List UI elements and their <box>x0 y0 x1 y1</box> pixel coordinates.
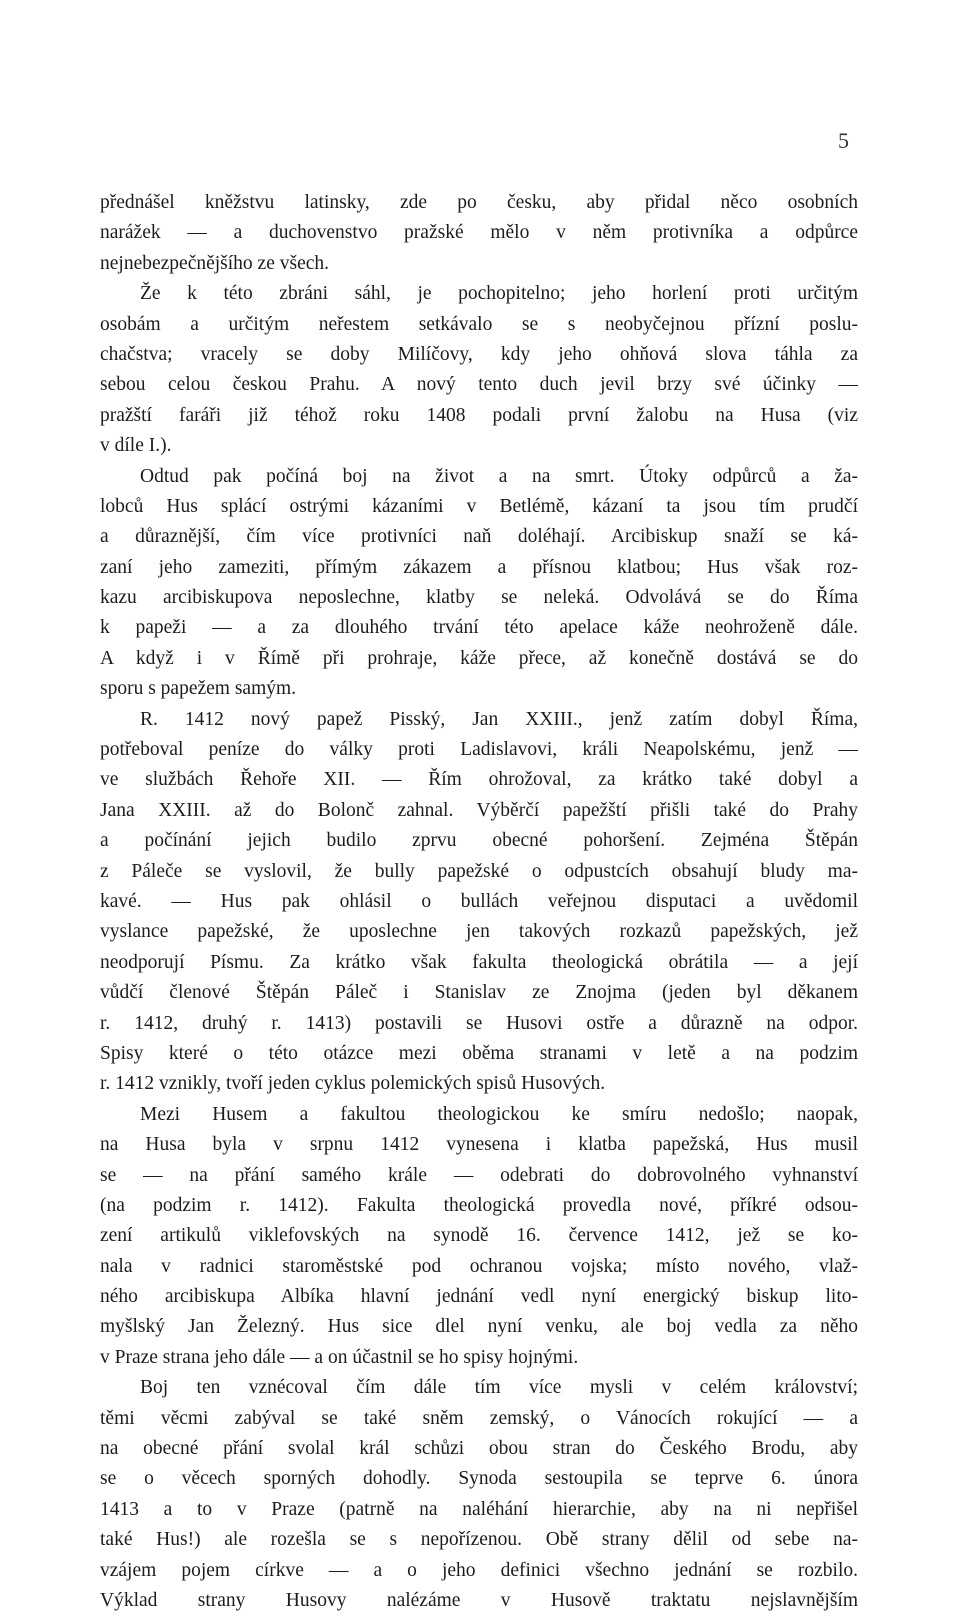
text-line: a počínání jejich budilo zprvu obecné pohoršení. Zejména Štěpán <box>100 830 858 852</box>
text-line: k papeži — a za dlouhého trvání této apelace káže neohroženě dále. <box>100 617 858 639</box>
text-line: ve službách Řehoře XII. — Řím ohrožoval, za krátko také dobyl a <box>100 769 858 791</box>
text-line: v Praze strana jeho dále — a on účastnil se ho spisy hojnými. <box>100 1346 579 1368</box>
text-line: na Husa byla v srpnu 1412 vynesena i klatba papežská, Hus musil <box>100 1134 858 1156</box>
text-line: zení artikulů viklefovských na synodě 16. července 1412, jež se ko- <box>100 1225 858 1247</box>
paragraph-start-line: R. 1412 nový papež Pisský, Jan XXIII., jenž zatím dobyl Říma, <box>140 708 858 730</box>
text-line: chačstva; vracely se doby Milíčovy, kdy jeho ohňová slova táhla za <box>100 343 858 365</box>
text-line: osobám a určitým neřestem setkávalo se s neobyčejnou přízní poslu- <box>100 313 858 335</box>
text-line: nala v radnici staroměstské pod ochranou vojska; místo nového, vlaž- <box>100 1255 858 1277</box>
text-line: sebou celou českou Prahu. A nový tento duch jevil brzy své účinky — <box>100 374 858 396</box>
text-line: nejnebezpečnějšího ze všech. <box>100 252 330 274</box>
text-line: ného arcibiskupa Albíka hlavní jednání vedl nyní energický biskup lito- <box>100 1286 858 1308</box>
text-line: 1413 a to v Praze (patrně na naléhání hierarchie, aby na ni nepřišel <box>100 1498 858 1520</box>
text-line: (na podzim r. 1412). Fakulta theologická provedla nové, příkré odsou- <box>100 1194 858 1216</box>
paragraph-start-line: Mezi Husem a fakultou theologickou ke smíru nedošlo; naopak, <box>140 1103 858 1125</box>
text-line: pražští faráři již téhož roku 1408 podali první žalobu na Husa (viz <box>100 404 858 426</box>
text-line: zaní jeho zameziti, přímým zákazem a přísnou klatbou; Hus však roz- <box>100 556 858 578</box>
paragraph-start-line: Odtud pak počíná boj na život a na smrt. Útoky odpůrců a ža- <box>140 465 858 487</box>
text-line: z Páleče se vyslovil, že bully papežské o odpustcích obsahují bludy ma- <box>100 860 858 882</box>
text-line: kavé. — Hus pak ohlásil o bullách veřejnou disputaci a uvědomil <box>100 890 858 912</box>
text-line: se — na přání samého krále — odebrati do dobrovolného vyhnanství <box>100 1164 858 1186</box>
paragraph-start-line: Že k této zbráni sáhl, je pochopitelno; jeho horlení proti určitým <box>140 283 858 305</box>
text-line: v díle I.). <box>100 435 172 457</box>
text-line: těmi věcmi zabýval se také sněm zemský, o Vánocích rokující — a <box>100 1407 858 1429</box>
text-line: Jana XXIII. až do Bolonč zahnal. Výběrčí papežští přišli také do Prahy <box>100 799 858 821</box>
text-line: r. 1412 vznikly, tvoří jeden cyklus polemických spisů Husových. <box>100 1073 606 1095</box>
body-text <box>100 188 858 1616</box>
text-line: narážek — a duchovenstvo pražské mělo v něm protivníka a odpůrce <box>100 222 858 244</box>
page-number: 5 <box>838 128 849 153</box>
text-line: Spisy které o této otázce mezi oběma stranami v letě a na podzim <box>100 1042 858 1064</box>
text-line: myšlský Jan Železný. Hus sice dlel nyní venku, ale boj vedla za něho <box>100 1316 858 1338</box>
text-line: vůdčí členové Štěpán Páleč i Stanislav ze Znojma (jeden byl děkanem <box>100 982 858 1004</box>
text-line: se o věcech sporných dohodly. Synoda sestoupila se teprve 6. února <box>100 1468 858 1490</box>
paragraph-start-line: Boj ten vznécoval čím dále tím více mysli v celém království; <box>140 1377 858 1399</box>
text-line: A když i v Římě při prohraje, káže přece, až konečně dostává se do <box>100 647 858 669</box>
text-line: vzájem pojem církve — a o jeho definici všechno jednání se rozbilo. <box>100 1559 858 1581</box>
text-line: přednášel kněžstvu latinsky, zde po česku, aby přidal něco osobních <box>100 192 858 213</box>
text-line: r. 1412, druhý r. 1413) postavili se Husovi ostře a důrazně na odpor. <box>100 1012 858 1034</box>
text-line: kazu arcibiskupova neposlechne, klatby se neleká. Odvolává se do Říma <box>100 587 858 609</box>
text-line: a důraznější, čím více protivníci naň doléhají. Arcibiskup snaží se ká- <box>100 526 858 548</box>
text-line: potřeboval peníze do války proti Ladislavovi, králi Neapolskému, jenž — <box>100 739 858 761</box>
text-line: na obecné přání svolal král schůzi obou stran do Českého Brodu, aby <box>100 1438 858 1460</box>
text-line: také Hus!) ale rozešla se s nepořízenou. Obě strany dělil od sebe na- <box>100 1529 858 1551</box>
text-line: Výklad strany Husovy nalézáme v Husově traktatu nejslavnějším <box>100 1589 858 1611</box>
text-line: neodporují Písmu. Za krátko však fakulta theologická obrátila — a její <box>100 951 858 973</box>
text-line: vyslance papežské, že uposlechne jen takových rozkazů papežských, jež <box>100 921 858 943</box>
text-line: lobců Hus splácí ostrými kázaními v Betlémě, kázaní ta jsou tím prudčí <box>100 495 858 517</box>
text-line: sporu s papežem samým. <box>100 678 297 700</box>
